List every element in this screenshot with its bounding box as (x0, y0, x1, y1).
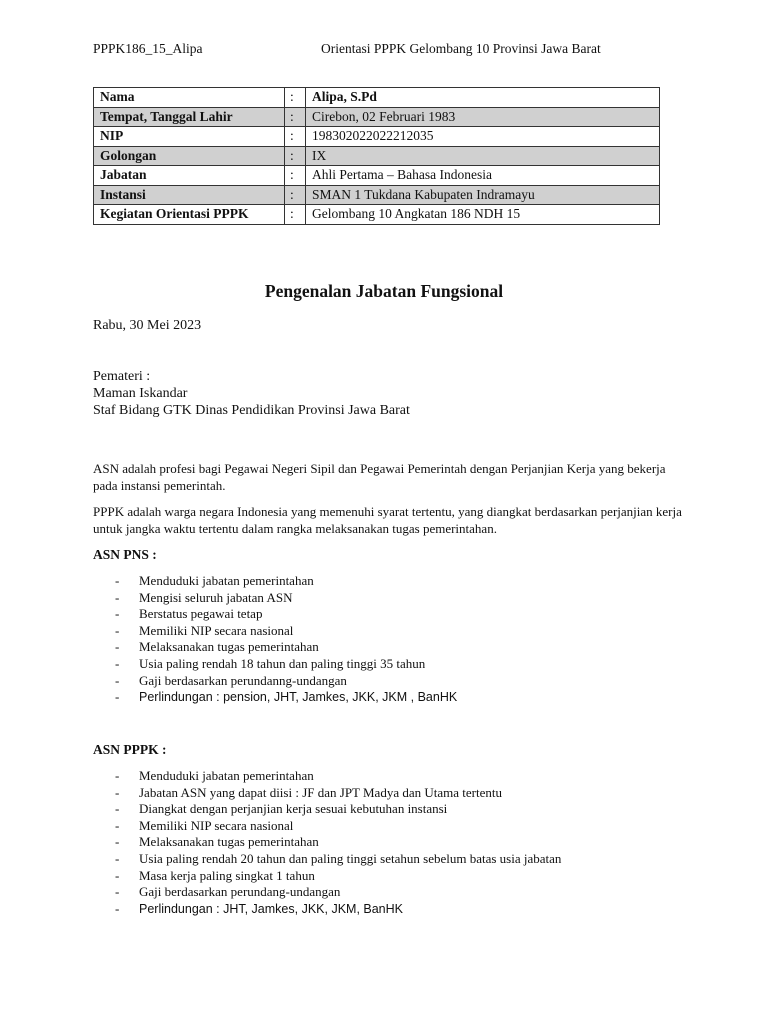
row-separator: : (285, 205, 306, 225)
bio-table (93, 87, 660, 225)
dash-bullet: - (115, 801, 120, 817)
table-row (94, 127, 660, 147)
list-item (93, 639, 457, 656)
row-separator: : (285, 166, 306, 186)
list-item (93, 623, 457, 640)
row-separator: : (285, 127, 306, 147)
dash-bullet: - (115, 589, 120, 605)
speaker-block (93, 368, 410, 419)
row-separator: : (285, 146, 306, 166)
list-item (93, 818, 561, 835)
list-item-text: Memiliki NIP secara nasional (139, 622, 294, 638)
row-value: Cirebon, 02 Februari 1983 (306, 107, 660, 127)
list-item-text: Menduduki jabatan pemerintahan (139, 573, 314, 588)
list-item (93, 884, 561, 901)
dash-bullet: - (115, 884, 120, 900)
dash-bullet: - (115, 655, 120, 671)
list-item (93, 868, 561, 885)
list-item (93, 606, 457, 623)
table-row (94, 107, 660, 127)
dash-bullet: - (115, 689, 120, 705)
list-item-text: Masa kerja paling singkat 1 tahun (139, 867, 315, 883)
dash-bullet: - (115, 639, 120, 655)
list-item-text: Berstatus pegawai tetap (139, 606, 263, 622)
speaker-name: Maman Iskandar (93, 386, 188, 401)
dash-bullet: - (115, 768, 120, 783)
document-title: Pengenalan Jabatan Fungsional (264, 281, 504, 301)
dash-bullet: - (115, 867, 120, 883)
list-item (93, 689, 457, 706)
dash-bullet: - (115, 622, 120, 638)
list-item (93, 673, 457, 690)
dash-bullet: - (115, 900, 120, 916)
asn-pppk-heading: ASN PPPK : (93, 742, 167, 757)
asn-pns-heading: ASN PNS : (93, 547, 157, 562)
list-item-text: Diangkat dengan perjanjian kerja sesuai kebutuhan instansi (139, 801, 448, 817)
list-item-text: Usia paling rendah 18 tahun dan paling tinggi 35 tahun (139, 655, 426, 671)
list-item-text: Mengisi seluruh jabatan ASN (139, 589, 293, 605)
table-row (94, 166, 660, 186)
row-value: Ahli Pertama – Bahasa Indonesia (306, 166, 660, 186)
row-label: Instansi (94, 185, 285, 205)
list-item-text: Perlindungan : pension, JHT, Jamkes, JKK, JKM , BanHK (139, 690, 458, 705)
list-item-text: Melaksanakan tugas pemerintahan (139, 834, 319, 850)
row-separator: : (285, 88, 306, 108)
list-item (93, 801, 561, 818)
row-label: Kegiatan Orientasi PPPK (94, 205, 285, 225)
header-doc-title: Orientasi PPPK Gelombang 10 Provinsi Jawa Barat (321, 41, 601, 56)
dash-bullet: - (115, 784, 120, 800)
row-label: Nama (94, 88, 285, 108)
asn-pns-list (93, 573, 457, 706)
asn-definition-paragraph: ASN adalah profesi bagi Pegawai Negeri Sipil dan Pegawai Pemerintah dengan Perjanjian Kerja yang bekerja pada instansi pemerintah. (93, 461, 666, 493)
pppk-definition-paragraph: PPPK adalah warga negara Indonesia yang memenuhi syarat tertentu, yang diangkat berdasarkan perjanjian kerja untuk jangka waktu tertentu dalam rangka melaksanakan tugas pemerintahan. (93, 504, 682, 536)
table-row (94, 185, 660, 205)
header-doc-id: PPPK186_15_Alipa (93, 41, 203, 56)
list-item (93, 901, 561, 918)
list-item (93, 768, 561, 785)
row-value: 198302022022212035 (306, 127, 660, 147)
speaker-role: Staf Bidang GTK Dinas Pendidikan Provinsi Jawa Barat (93, 403, 410, 418)
list-item-text: Perlindungan : JHT, Jamkes, JKK, JKM, BanHK (139, 901, 403, 916)
list-item-text: Usia paling rendah 20 tahun dan paling tinggi setahun sebelum batas usia jabatan (139, 850, 562, 866)
row-separator: : (285, 107, 306, 127)
list-item (93, 573, 457, 590)
speaker-label: Pemateri : (93, 369, 151, 384)
list-item-text: Jabatan ASN yang dapat diisi : JF dan JPT Madya dan Utama tertentu (139, 784, 502, 800)
list-item (93, 785, 561, 802)
list-item (93, 656, 457, 673)
dash-bullet: - (115, 573, 120, 588)
row-value: Alipa, S.Pd (306, 88, 660, 108)
session-date: Rabu, 30 Mei 2023 (93, 318, 202, 333)
row-value: IX (306, 146, 660, 166)
row-label: Golongan (94, 146, 285, 166)
list-item-text: Melaksanakan tugas pemerintahan (139, 639, 319, 655)
table-row (94, 88, 660, 108)
table-row (94, 146, 660, 166)
dash-bullet: - (115, 850, 120, 866)
list-item-text: Menduduki jabatan pemerintahan (139, 768, 314, 783)
row-label: NIP (94, 127, 285, 147)
dash-bullet: - (115, 672, 120, 688)
dash-bullet: - (115, 834, 120, 850)
row-value: SMAN 1 Tukdana Kabupaten Indramayu (306, 185, 660, 205)
list-item (93, 834, 561, 851)
table-row (94, 205, 660, 225)
list-item (93, 590, 457, 607)
row-value: Gelombang 10 Angkatan 186 NDH 15 (306, 205, 660, 225)
row-separator: : (285, 185, 306, 205)
list-item (93, 851, 561, 868)
dash-bullet: - (115, 606, 120, 622)
asn-pppk-list (93, 768, 561, 917)
list-item-text: Gaji berdasarkan perundanng-undangan (139, 672, 347, 688)
list-item-text: Memiliki NIP secara nasional (139, 817, 294, 833)
row-label: Tempat, Tanggal Lahir (94, 107, 285, 127)
list-item-text: Gaji berdasarkan perundang-undangan (139, 884, 341, 900)
dash-bullet: - (115, 817, 120, 833)
row-label: Jabatan (94, 166, 285, 186)
